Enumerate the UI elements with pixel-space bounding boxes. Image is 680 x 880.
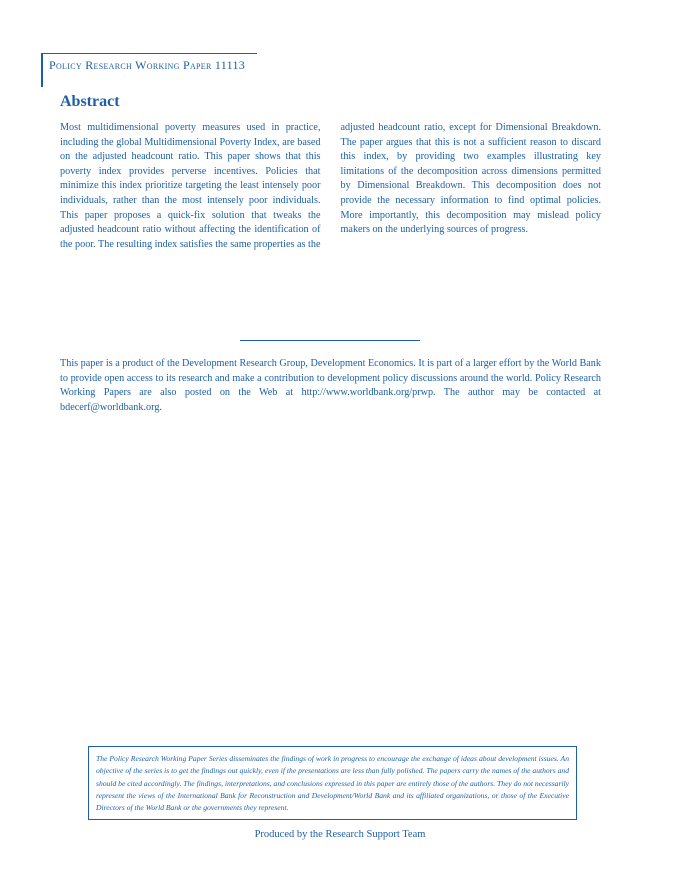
abstract-heading: Abstract bbox=[60, 93, 120, 110]
section-divider bbox=[240, 340, 420, 341]
produced-by: Produced by the Research Support Team bbox=[254, 829, 426, 840]
series-label: Policy Research Working Paper 11113 bbox=[49, 58, 246, 72]
product-note: This paper is a product of the Development Research Group, Development Economics. It is part of a larger effort by the World Bank to provide open access to its research and make a contribution to development policy discussions around the world. Policy Research Working Papers are also posted on the Web at http://www.worldbank.org/prwp. The author may be contacted at bdecerf@worldbank.org. bbox=[60, 358, 601, 413]
disclaimer-text: The Policy Research Working Paper Series disseminates the findings of work in progress to encourage the exchange of ideas about development issues. An objective of the series is to get the findings out quickly, even if the presentations are less than fully polished. The papers carry the names of the authors and should be cited accordingly. The findings, interpretations, and conclusions expressed in this paper are entirely those of the authors. They do not necessarily represent the views of the International Bank for Reconstruction and Development/World Bank and its affiliated organizations, or those of the Executive Directors of the World Bank or the governments they represent. bbox=[96, 754, 569, 813]
series-header bbox=[41, 53, 257, 87]
abstract-body: Most multidimensional poverty measures used in practice, including the global Multidimensional Poverty Index, are based on the adjusted headcount ratio. This paper shows that this poverty index provides perverse incentives. Policies that minimize this index prioritize targeting the least intensely poor individuals, rather than the most intensely poor individuals. This paper proposes a quick-fix solution that tweaks the adjusted headcount ratio without affecting the identification of the poor. The resulting index satisfies the same properties as the adjusted headcount ratio, except for Dimensional Breakdown. The paper argues that this is not a sufficient reason to discard this index, by providing two examples illustrating key limitations of the decomposition across dimensions permitted by Dimensional Breakdown. This decomposition does not provide the necessary information to find optimal policies. More importantly, this decomposition may mislead policy makers on the underlying sources of progress. bbox=[60, 122, 601, 250]
disclaimer-box bbox=[88, 746, 577, 820]
